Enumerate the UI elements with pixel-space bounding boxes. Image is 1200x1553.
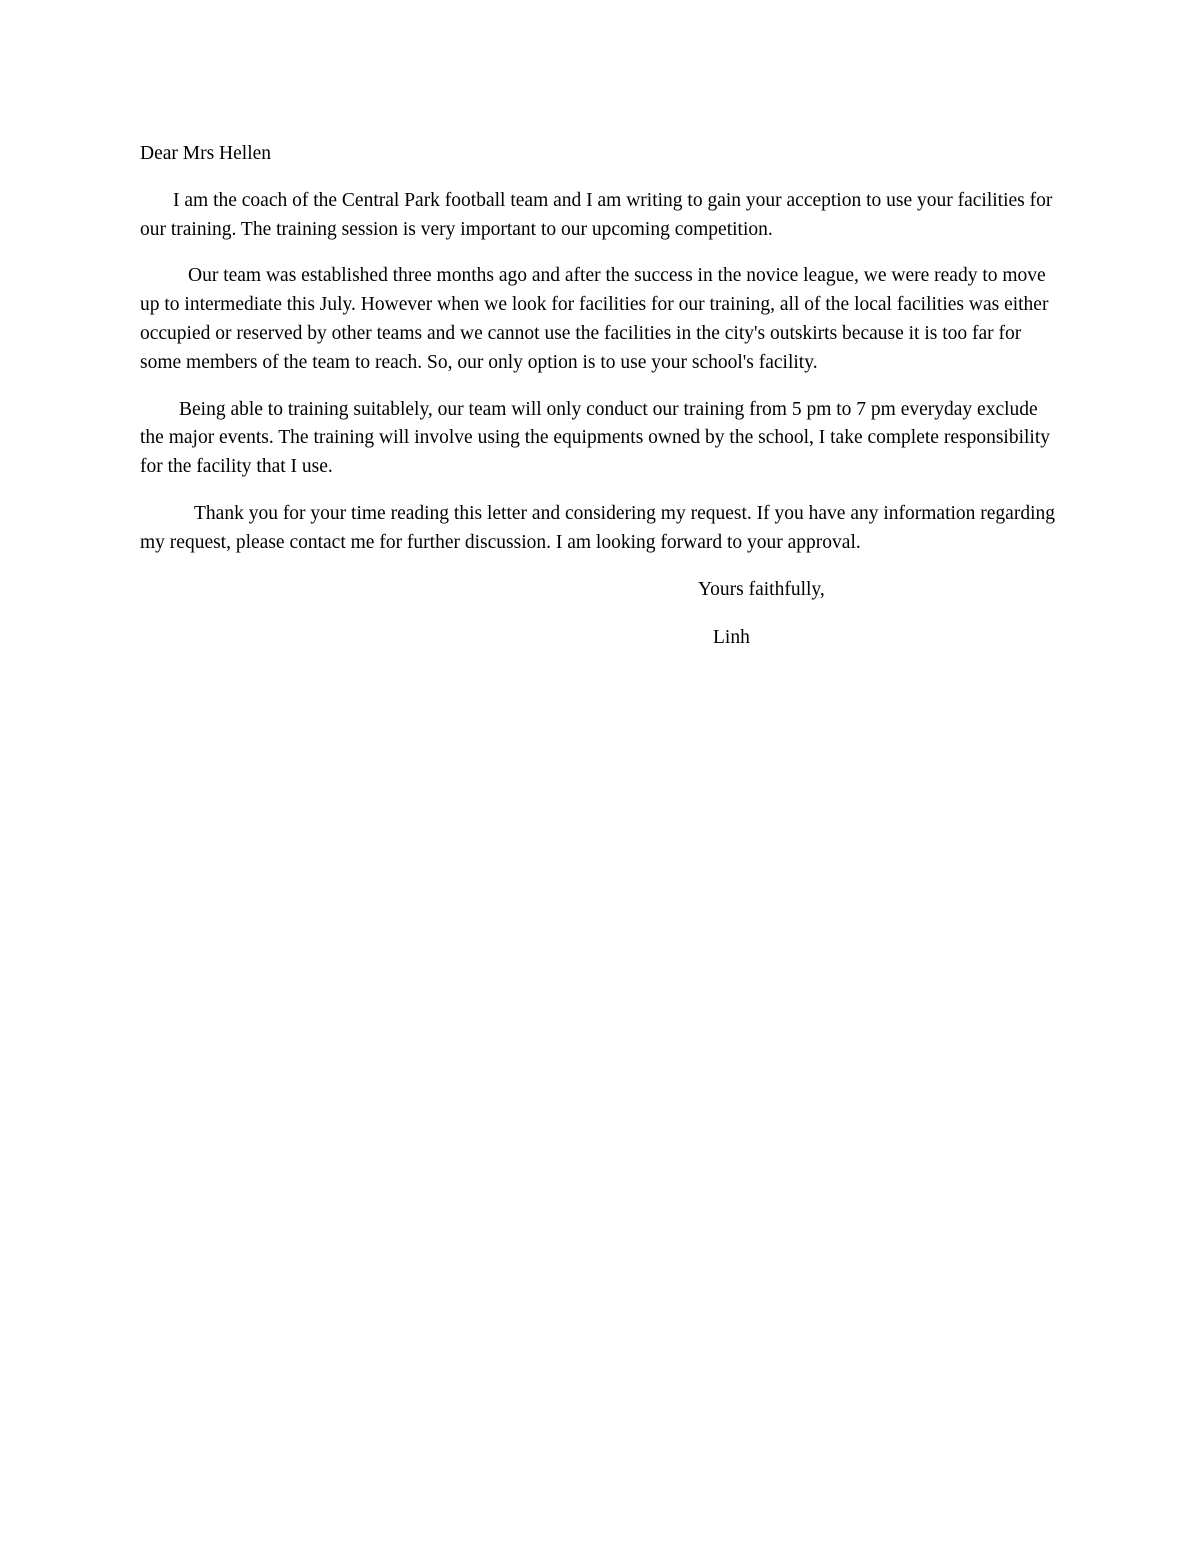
signature: Linh xyxy=(713,627,750,649)
closing: Yours faithfully, xyxy=(698,578,825,600)
paragraph-background: Our team was established three months ago and after the success in the novice league, we were ready to move up to intermediate this July. However when we look for facilities for our training, all of the local facilities was either occupied or reserved by other teams and we cannot use the facilities in the city's outskirts because it is too far for some members of the team to reach. So, our only option is to use your school's facility. xyxy=(140,265,1049,373)
paragraph-introduction: I am the coach of the Central Park football team and I am writing to gain your acception to use your facilities for our training. The training session is very important to our upcoming competition. xyxy=(140,189,1053,240)
letter-body xyxy=(140,140,1060,653)
paragraph-thanks: Thank you for your time reading this letter and considering my request. If you have any information regarding my request, please contact me for further discussion. I am looking forward to your approval. xyxy=(140,502,1055,553)
paragraph-training-schedule: Being able to training suitablely, our team will only conduct our training from 5 pm to 7 pm everyday exclude the major events. The training will involve using the equipments owned by the school, I take complete responsibility for the facility that I use. xyxy=(140,398,1050,478)
salutation: Dear Mrs Hellen xyxy=(140,143,272,164)
